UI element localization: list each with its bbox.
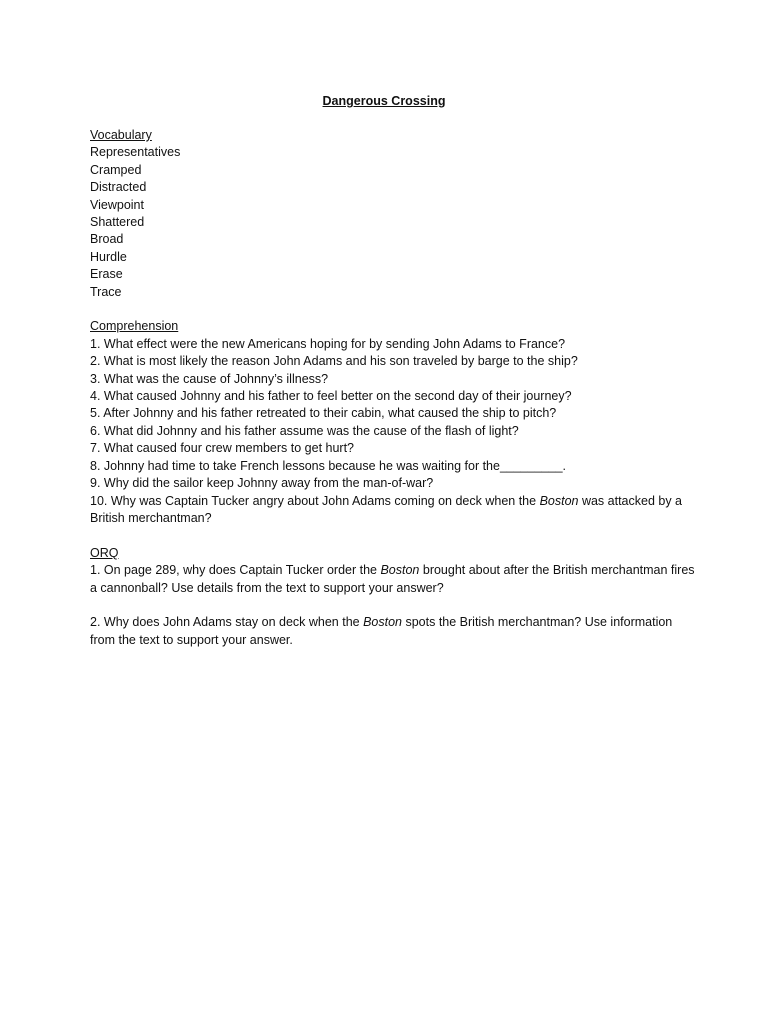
comprehension-question: 5. After Johnny and his father retreated to their cabin, what caused the ship to pitch? [90, 406, 557, 421]
vocabulary-word: Trace [90, 284, 122, 299]
vocabulary-word: Hurdle [90, 249, 127, 264]
vocabulary-heading: Vocabulary [90, 128, 152, 142]
page-title: Dangerous Crossing [322, 94, 446, 108]
orq-question [90, 614, 700, 649]
ship-name: Boston [363, 615, 402, 630]
comprehension-section [90, 318, 700, 527]
question-text: 10. Why was Captain Tucker angry about John Adams coming on deck when the [90, 493, 540, 508]
section-spacer [90, 301, 700, 318]
vocabulary-section [90, 127, 700, 301]
question-text: 2. Why does John Adams stay on deck when the [90, 615, 364, 630]
comprehension-question [90, 493, 700, 528]
comprehension-heading: Comprehension [90, 319, 179, 334]
question-text: spots the British merchantman? Use information from the text to support your answer. [90, 615, 673, 647]
vocabulary-word: Viewpoint [90, 197, 144, 212]
vocabulary-word: Erase [90, 267, 123, 282]
orq-section [90, 545, 700, 649]
question-text: 1. On page 289, why does Captain Tucker order the [90, 563, 381, 578]
question-text: was attacked by a British merchantman? [90, 493, 683, 525]
section-spacer [90, 527, 700, 544]
comprehension-questions [90, 336, 700, 527]
comprehension-question: 8. Johnny had time to take French lessons because he was waiting for the_________. [90, 458, 566, 473]
orq-heading: ORQ [90, 545, 119, 560]
comprehension-question: 1. What effect were the new Americans hoping for by sending John Adams to France? [90, 336, 566, 351]
comprehension-question: 9. Why did the sailor keep Johnny away from the man-of-war? [90, 476, 434, 491]
vocabulary-word: Cramped [90, 162, 142, 177]
worksheet-content [90, 127, 700, 649]
orq-question [90, 562, 700, 597]
question-text: brought about after the British merchantman fires a cannonball? Use details from the text to support your answer? [90, 563, 695, 595]
vocabulary-word: Distracted [90, 180, 147, 195]
ship-name: Boston [380, 563, 420, 578]
comprehension-question: 7. What caused four crew members to get hurt? [90, 441, 355, 456]
vocabulary-word: Broad [90, 232, 124, 247]
comprehension-question: 3. What was the cause of Johnny’s illness? [90, 371, 329, 386]
comprehension-question: 6. What did Johnny and his father assume was the cause of the flash of light? [90, 423, 519, 438]
comprehension-question: 2. What is most likely the reason John Adams and his son traveled by barge to the ship? [90, 354, 578, 369]
comprehension-question: 4. What caused Johnny and his father to feel better on the second day of their journey? [90, 389, 572, 404]
ship-name: Boston [539, 493, 579, 508]
vocabulary-word: Shattered [90, 215, 145, 230]
vocabulary-list [90, 144, 700, 301]
question-spacer [90, 597, 700, 614]
vocabulary-word: Representatives [90, 145, 181, 160]
